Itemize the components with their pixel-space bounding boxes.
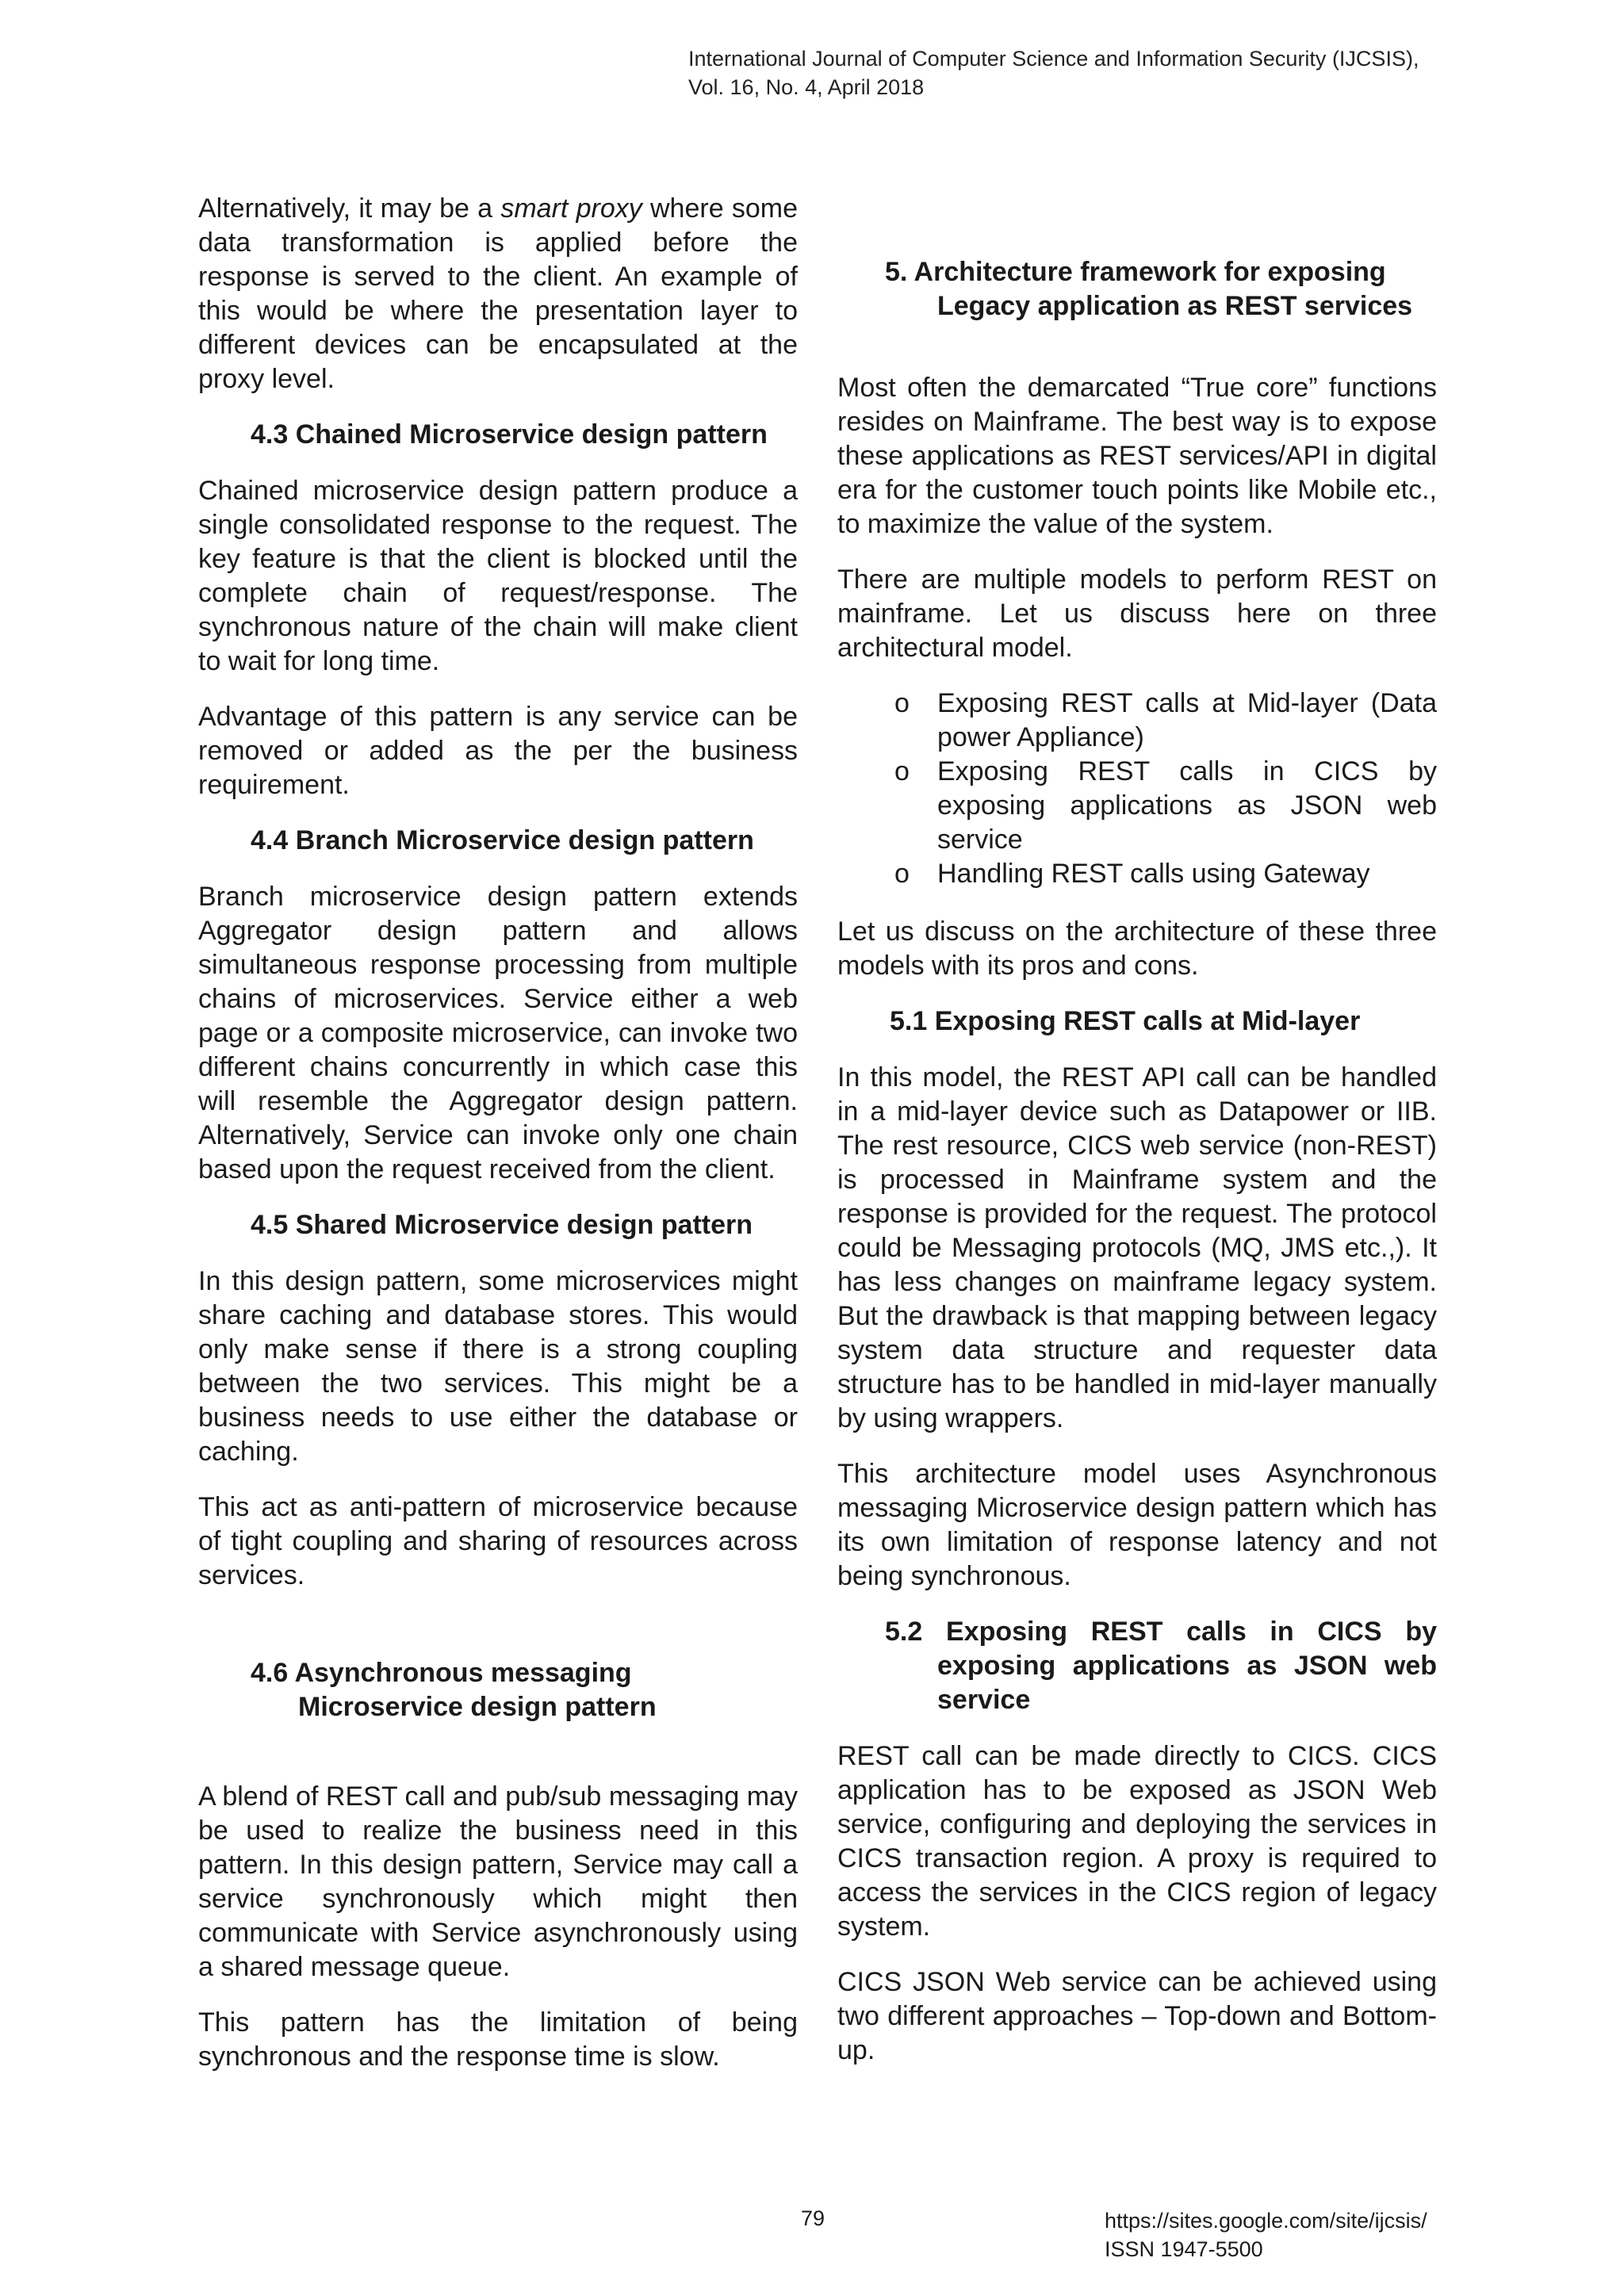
list-item: o Exposing REST calls in CICS by exposing applications as JSON web service <box>894 756 1437 855</box>
section-4-5-paragraph-2: This act as anti-pattern of microservice because of tight coupling and sharing of resources across services. <box>198 1492 798 1590</box>
section-5-1-paragraph-1: In this model, the REST API call can be handled in a mid-layer device such as Datapower or IIB. The rest resource, CICS web service (non-REST) is processed in Mainframe system and the response is provided for the request. The protocol could be Messaging protocols (MQ, JMS etc.,). It has less changes on mainframe legacy system. But the drawback is that mapping between legacy system data structure and requester data structure has to be handled in mid-layer manually by using wrappers. <box>837 1062 1437 1433</box>
section-5-1-paragraph-2: This architecture model uses Asynchronous messaging Microservice design pattern which has its own limitation of response latency and not being synchronous. <box>837 1459 1437 1591</box>
section-5-title: 5. Architecture framework for exposing Legacy application as REST services <box>885 257 1413 321</box>
section-4-4-title: 4.4 Branch Microservice design pattern <box>251 825 754 855</box>
list-item: o Exposing REST calls at Mid-layer (Data power Appliance) <box>894 688 1437 752</box>
section-5-2-paragraph-1: REST call can be made directly to CICS. CICS application has to be exposed as JSON Web service, configuring and deploying the services in CICS transaction region. A proxy is required to access the services in the CICS region of legacy system. <box>837 1741 1437 1942</box>
bullet-mark: o <box>894 688 910 718</box>
bullet-mark: o <box>894 859 910 889</box>
section-5-2-title: 5.2 Exposing REST calls in CICS by exposing applications as JSON web service <box>885 1617 1437 1715</box>
bullet-mark: o <box>894 756 910 786</box>
section-5-paragraph-2: There are multiple models to perform REST on mainframe. Let us discuss here on three architectural model. <box>837 564 1437 663</box>
list-item: o Handling REST calls using Gateway <box>837 857 1437 891</box>
section-4-3-paragraph-1: Chained microservice design pattern produce a single consolidated response to the request. The key feature is that the client is blocked until the complete chain of request/response. The synchronous nature of the chain will make client to wait for long time. <box>198 476 798 676</box>
rest-models-list <box>837 687 1437 891</box>
section-5-paragraph-3: Let us discuss on the architecture of these three models with its pros and cons. <box>837 916 1437 981</box>
journal-header-line1: International Journal of Computer Science and Information Security (IJCSIS), <box>688 47 1419 71</box>
section-4-4-paragraph-1: Branch microservice design pattern extends Aggregator design pattern and allows simultaneous response processing from multiple chains of microservices. Service either a web page or a composite microservice, can invoke two different chains concurrently in which case this will resemble the Aggregator design pattern. Alternatively, Service can invoke only one chain based upon the request received from the client. <box>198 882 798 1184</box>
section-5-2-paragraph-2: CICS JSON Web service can be achieved using two different approaches – Top-down and Bottom-up. <box>837 1967 1437 2065</box>
section-4-3-paragraph-2: Advantage of this pattern is any service can be removed or added as the per the business requirement. <box>198 702 798 800</box>
intro-paragraph: Alternatively, it may be a smart proxy where some data transformation is applied before the response is served to the client. An example of this would be where the presentation layer to different devices can be encapsulated at the proxy level. <box>198 193 798 394</box>
journal-header-line2: Vol. 16, No. 4, April 2018 <box>688 75 925 99</box>
smart-proxy-term: smart proxy <box>500 193 642 224</box>
section-4-3-title: 4.3 Chained Microservice design pattern <box>251 419 768 450</box>
page-number: 79 <box>801 2206 825 2230</box>
section-4-5-paragraph-1: In this design pattern, some microservices might share caching and database stores. This would only make sense if there is a strong coupling between the two services. This might be a business needs to use either the database or caching. <box>198 1266 798 1467</box>
section-5-1-title: 5.1 Exposing REST calls at Mid-layer <box>890 1006 1361 1036</box>
section-4-6-paragraph-2: This pattern has the limitation of being synchronous and the response time is slow. <box>198 2007 798 2072</box>
journal-header <box>688 44 1561 101</box>
footer-info <box>1105 2206 1427 2263</box>
section-4-6-title: 4.6 Asynchronous messaging Microservice design pattern <box>251 1658 657 1722</box>
section-4-5-title: 4.5 Shared Microservice design pattern <box>251 1210 753 1240</box>
footer-issn: ISSN 1947-5500 <box>1105 2237 1263 2261</box>
left-column <box>198 192 798 2095</box>
footer-url: https://sites.google.com/site/ijcsis/ <box>1105 2209 1427 2233</box>
section-4-6-paragraph-1: A blend of REST call and pub/sub messaging may be used to realize the business need in this pattern. In this design pattern, Service may call a service synchronously which might then communicate with Service asynchronously using a shared message queue. <box>198 1781 798 1982</box>
right-column <box>837 192 1437 2089</box>
section-5-paragraph-1: Most often the demarcated “True core” functions resides on Mainframe. The best way is to expose these applications as REST services/API in digital era for the customer touch points like Mobile etc., to maximize the value of the system. <box>837 373 1437 539</box>
